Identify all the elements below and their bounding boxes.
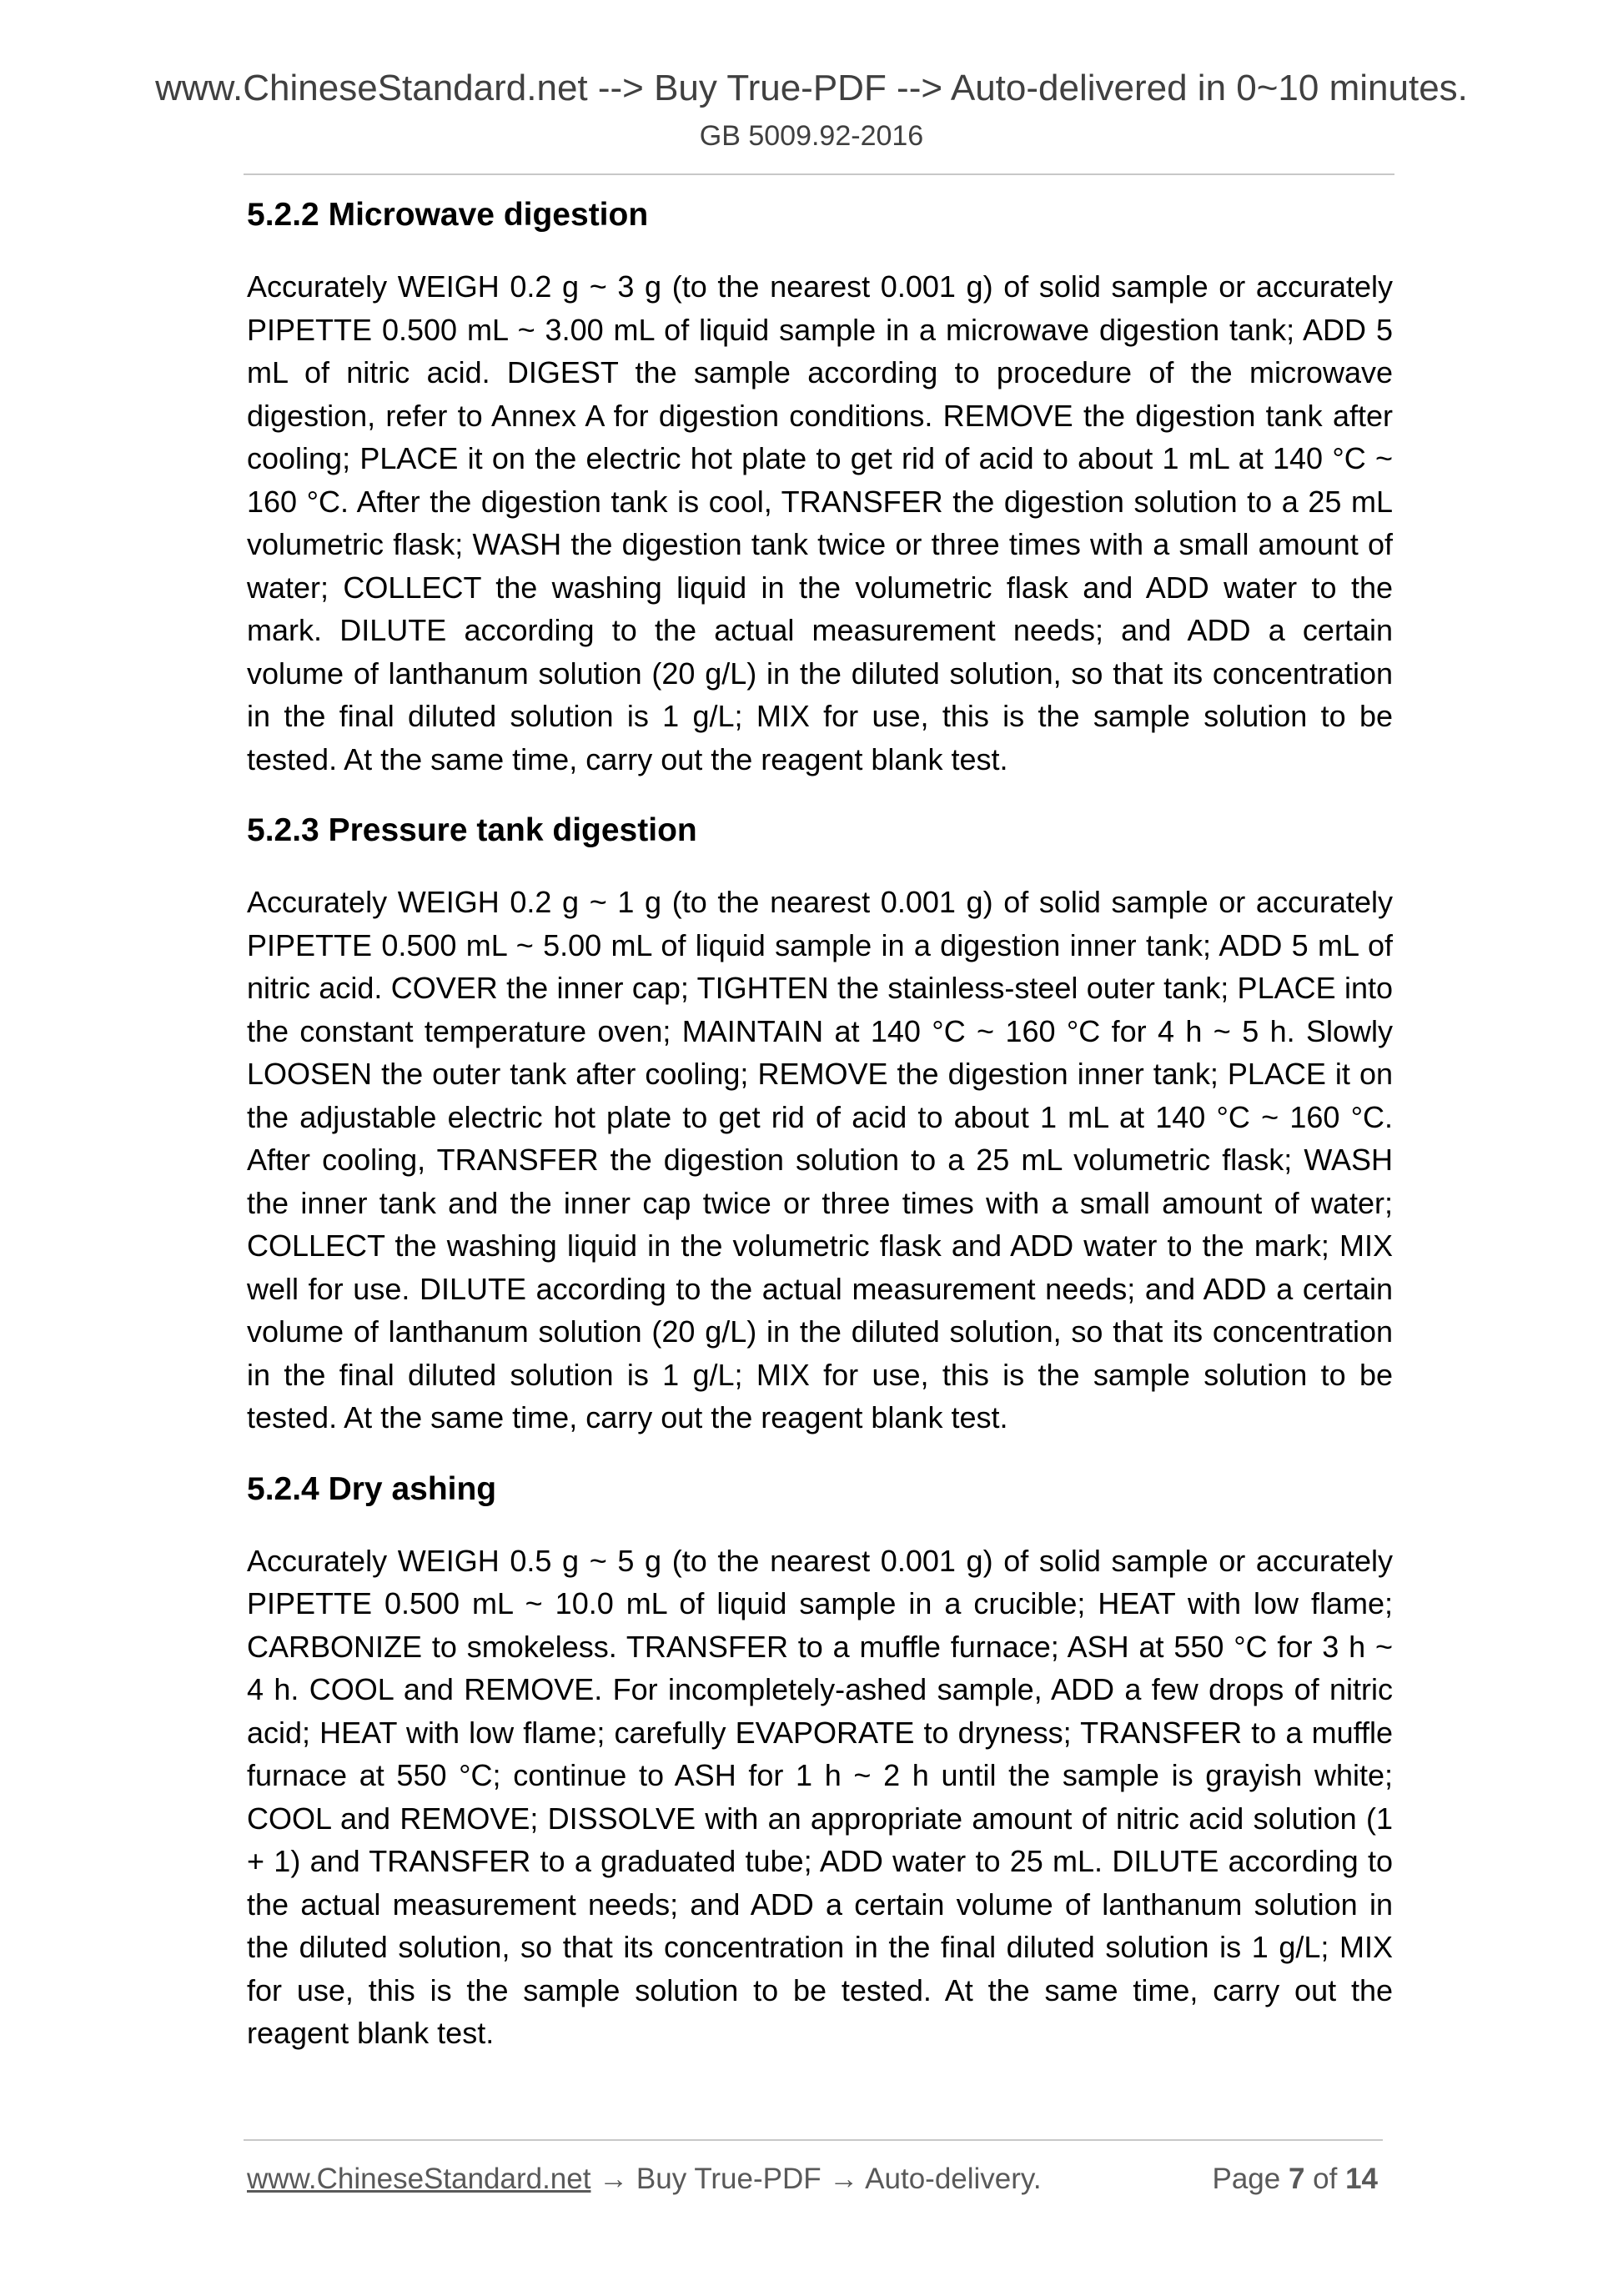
page-footer (247, 2158, 1378, 2200)
page-number (1212, 2158, 1378, 2200)
standard-code: GB 5009.92-2016 (699, 120, 924, 152)
section-paragraph: Accurately WEIGH 0.2 g ~ 3 g (to the nearest 0.001 g) of solid sample or accurately PIPETTE 0.500 mL ~ 3.00 mL of liquid sample in a microwave digestion tank; ADD 5 mL of nitric acid. DIGEST the sample according to procedure of the microwave digestion, refer to Annex A for digestion conditions. REMOVE the digestion tank after cooling; PLACE it on the electric hot plate to get rid of acid to about 1 mL at 140 °C ~ 160 °C. After the digestion tank is cool, TRANSFER the digestion solution to a 25 mL volumetric flask; WASH the digestion tank twice or three times with a small amount of water; COLLECT the washing liquid in the volumetric flask and ADD water to the mark. DILUTE according to the actual measurement needs; and ADD a certain volume of lanthanum solution (20 g/L) in the diluted solution, so that its concentration in the final diluted solution is 1 g/L; MIX for use, this is the sample solution to be tested. At the same time, carry out the reagent blank test. (247, 269, 1393, 776)
document-body (247, 193, 1393, 2083)
footer-tagline: → Buy True-PDF → Auto-delivery. (590, 2163, 1042, 2195)
footer-promo (247, 2158, 1042, 2200)
page-total: 14 (1345, 2163, 1378, 2195)
section-paragraph: Accurately WEIGH 0.5 g ~ 5 g (to the nearest 0.001 g) of solid sample or accurately PIPETTE 0.500 mL ~ 10.0 mL of liquid sample in a crucible; HEAT with low flame; CARBONIZE to smokeless. TRANSFER to a muffle furnace; ASH at 550 °C for 3 h ~ 4 h. COOL and REMOVE. For incompletely-ashed sample, ADD a few drops of nitric acid; HEAT with low flame; carefully EVAPORATE to dryness; TRANSFER to a muffle furnace at 550 °C; continue to ASH for 1 h ~ 2 h until the sample is grayish white; COOL and REMOVE; DISSOLVE with an appropriate amount of nitric acid solution (1 + 1) and TRANSFER to a graduated tube; ADD water to 25 mL. DILUTE according to the actual measurement needs; and ADD a certain volume of lanthanum solution in the diluted solution, so that its concentration in the final diluted solution is 1 g/L; MIX for use, this is the sample solution to be tested. At the same time, carry out the reagent blank test. (247, 1543, 1393, 2050)
page-prefix: Page (1212, 2163, 1289, 2195)
section-dry-ashing (247, 1468, 1393, 2055)
header-divider (244, 173, 1394, 175)
section-heading: 5.2.2 Microwave digestion (247, 197, 649, 233)
footer-site-link[interactable]: www.ChineseStandard.net (247, 2163, 591, 2195)
section-paragraph: Accurately WEIGH 0.2 g ~ 1 g (to the nearest 0.001 g) of solid sample or accurately PIPETTE 0.500 mL ~ 5.00 mL of liquid sample in a digestion inner tank; ADD 5 mL of nitric acid. COVER the inner cap; TIGHTEN the stainless-steel outer tank; PLACE into the constant temperature oven; MAINTAIN at 140 °C ~ 160 °C for 4 h ~ 5 h. Slowly LOOSEN the outer tank after cooling; REMOVE the digestion inner tank; PLACE it on the adjustable electric hot plate to get rid of acid to about 1 mL at 140 °C ~ 160 °C. After cooling, TRANSFER the digestion solution to a 25 mL volumetric flask; WASH the inner tank and the inner cap twice or three times with a small amount of water; COLLECT the washing liquid in the volumetric flask and ADD water to the mark; MIX well for use. DILUTE according to the actual measurement needs; and ADD a certain volume of lanthanum solution (20 g/L) in the diluted solution, so that its concentration in the final diluted solution is 1 g/L; MIX for use, this is the sample solution to be tested. At the same time, carry out the reagent blank test. (247, 885, 1393, 1434)
section-heading: 5.2.3 Pressure tank digestion (247, 812, 697, 848)
footer-divider (244, 2139, 1383, 2141)
section-microwave-digestion (247, 193, 1393, 781)
top-banner: www.ChineseStandard.net --> Buy True-PDF --> Auto-delivered in 0~10 minutes. (155, 68, 1468, 108)
page-current: 7 (1288, 2163, 1305, 2195)
section-pressure-tank-digestion (247, 809, 1393, 1439)
page-of: of (1304, 2163, 1346, 2195)
section-heading: 5.2.4 Dry ashing (247, 1470, 497, 1507)
